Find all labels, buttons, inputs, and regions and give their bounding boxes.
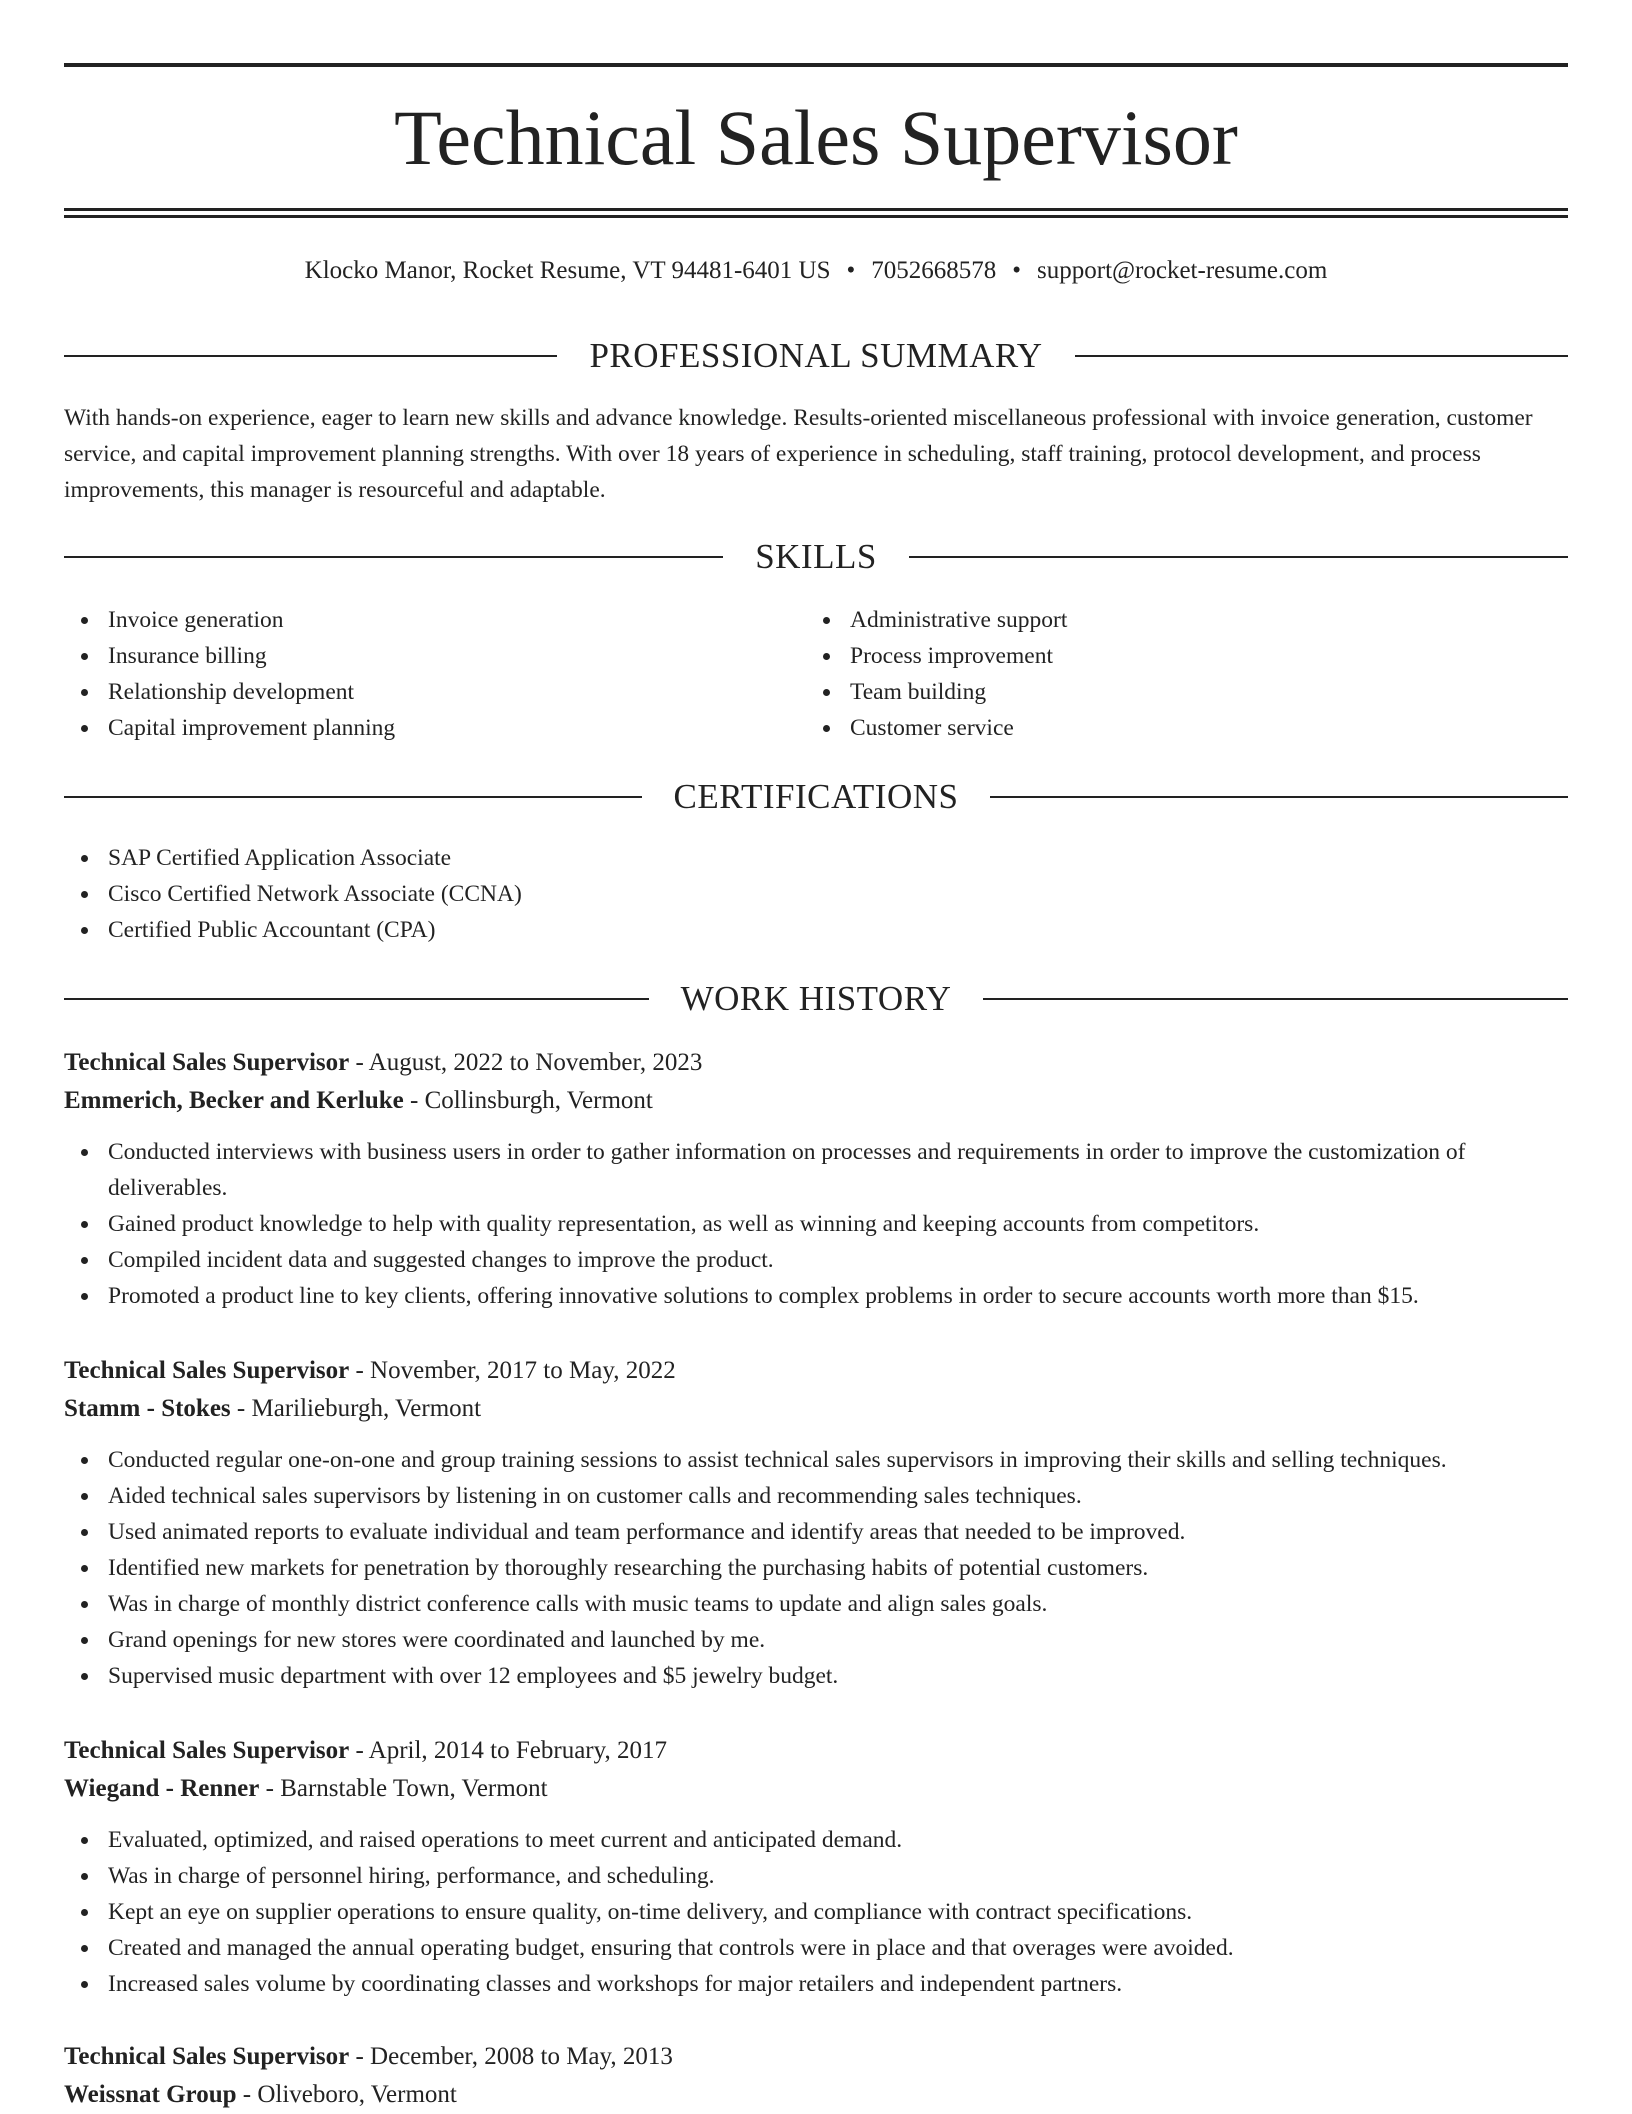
job-company: Weissnat Group xyxy=(64,2081,237,2108)
job-bullet: Identified new markets for penetration by thoroughly researching the purchasing habits of potential customers. xyxy=(64,1550,1568,1586)
skill-item: Insurance billing xyxy=(64,638,764,674)
section-rule xyxy=(983,998,1568,1000)
skill-item: Invoice generation xyxy=(64,602,764,638)
job-bullet: Increased sales volume by coordinating classes and workshops for major retailers and independent partners. xyxy=(64,1966,1568,2002)
certifications-list xyxy=(64,840,1568,948)
job-bullets xyxy=(64,1134,1568,1314)
resume-name: Technical Sales Supervisor xyxy=(394,94,1238,181)
certification-item: Cisco Certified Network Associate (CCNA) xyxy=(64,876,1568,912)
job-bullet: Gained product knowledge to help with quality representation, as well as winning and keeping accounts from competitors. xyxy=(64,1206,1568,1242)
job-bullet: Promoted a product line to key clients, offering innovative solutions to complex problems in order to secure accounts worth more than $15. xyxy=(64,1278,1568,1314)
job-dates: - November, 2017 to May, 2022 xyxy=(349,1357,676,1384)
work-history-section-header xyxy=(64,977,1568,1021)
job-bullet: Grand openings for new stores were coordinated and launched by me. xyxy=(64,1622,1568,1658)
job-dates: - August, 2022 to November, 2023 xyxy=(349,1049,703,1076)
job-bullet: Compiled incident data and suggested changes to improve the product. xyxy=(64,1242,1568,1278)
job-company: Wiegand - Renner xyxy=(64,1775,260,1802)
section-rule xyxy=(64,796,642,798)
job-title: Technical Sales Supervisor xyxy=(64,1737,350,1764)
skill-item: Capital improvement planning xyxy=(64,710,764,746)
section-rule xyxy=(64,556,723,558)
job-title-line xyxy=(64,1732,1568,1770)
job-bullet: Used animated reports to evaluate individual and team performance and identify areas that needed to be improved. xyxy=(64,1514,1568,1550)
job-title-line xyxy=(64,1352,1568,1390)
section-rule xyxy=(64,998,649,1000)
job-company-line xyxy=(64,1770,1568,1808)
section-rule xyxy=(909,556,1568,558)
summary-section-header xyxy=(64,334,1568,378)
skills-list-left xyxy=(64,602,764,746)
job-location: - Oliveboro, Vermont xyxy=(236,2081,457,2108)
summary-section-title: PROFESSIONAL SUMMARY xyxy=(589,336,1043,375)
top-divider xyxy=(64,63,1568,67)
job-company-line xyxy=(64,1390,1568,1428)
certification-item: Certified Public Accountant (CPA) xyxy=(64,912,1568,948)
job-title: Technical Sales Supervisor xyxy=(64,2043,350,2070)
job-company: Stamm - Stokes xyxy=(64,1395,231,1422)
skill-item: Customer service xyxy=(806,710,1506,746)
section-rule xyxy=(990,796,1568,798)
contact-line xyxy=(64,253,1568,289)
job-bullet: Created and managed the annual operating budget, ensuring that controls were in place and that overages were avoided. xyxy=(64,1930,1568,1966)
contact-separator: • xyxy=(1012,257,1022,284)
job-title-line xyxy=(64,2038,1568,2076)
job-company-line xyxy=(64,1082,1568,1120)
skill-item: Team building xyxy=(806,674,1506,710)
job-bullet: Was in charge of monthly district conference calls with music teams to update and align sales goals. xyxy=(64,1586,1568,1622)
certifications-section-header xyxy=(64,775,1568,819)
name-divider-lower xyxy=(64,215,1568,218)
contact-phone: 7052668578 xyxy=(871,257,997,284)
job-dates: - April, 2014 to February, 2017 xyxy=(349,1737,668,1764)
section-rule xyxy=(64,355,557,357)
name-divider-upper xyxy=(64,208,1568,211)
job-bullets xyxy=(64,1822,1568,2002)
job-title: Technical Sales Supervisor xyxy=(64,1049,350,1076)
job-dates: - December, 2008 to May, 2013 xyxy=(349,2043,673,2070)
section-rule xyxy=(1075,355,1568,357)
skill-item: Relationship development xyxy=(64,674,764,710)
contact-email: support@rocket-resume.com xyxy=(1037,257,1328,284)
summary-text: With hands-on experience, eager to learn new skills and advance knowledge. Results-oriented miscellaneous professional with invoice generation, customer service, and capital improvement planning strengths. With over 18 years of experience in scheduling, staff training, protocol development, and process improvements, this manager is resourceful and adaptable. xyxy=(64,405,1533,503)
skills-section-title: SKILLS xyxy=(755,537,877,576)
job-location: - Collinsburgh, Vermont xyxy=(403,1087,653,1114)
skills-list-right xyxy=(806,602,1506,746)
job-bullets xyxy=(64,1442,1568,1694)
job-company-line xyxy=(64,2076,1568,2114)
job-bullet: Evaluated, optimized, and raised operations to meet current and anticipated demand. xyxy=(64,1822,1568,1858)
job-entry xyxy=(64,1732,1568,2002)
skill-item: Process improvement xyxy=(806,638,1506,674)
job-location: - Barnstable Town, Vermont xyxy=(259,1775,548,1802)
job-entry xyxy=(64,2038,1568,2114)
job-company: Emmerich, Becker and Kerluke xyxy=(64,1087,404,1114)
certifications-section-title: CERTIFICATIONS xyxy=(673,777,959,816)
work-history-section-title: WORK HISTORY xyxy=(680,979,952,1018)
skill-item: Administrative support xyxy=(806,602,1506,638)
job-entry xyxy=(64,1352,1568,1694)
job-title: Technical Sales Supervisor xyxy=(64,1357,350,1384)
job-bullet: Was in charge of personnel hiring, performance, and scheduling. xyxy=(64,1858,1568,1894)
job-bullet: Conducted regular one-on-one and group training sessions to assist technical sales supervisors in improving their skills and selling techniques. xyxy=(64,1442,1568,1478)
job-entry xyxy=(64,1044,1568,1314)
certification-item: SAP Certified Application Associate xyxy=(64,840,1568,876)
job-bullet: Supervised music department with over 12 employees and $5 jewelry budget. xyxy=(64,1658,1568,1694)
job-bullet: Kept an eye on supplier operations to ensure quality, on-time delivery, and compliance with contract specifications. xyxy=(64,1894,1568,1930)
contact-separator: • xyxy=(846,257,856,284)
job-bullet: Aided technical sales supervisors by listening in on customer calls and recommending sales techniques. xyxy=(64,1478,1568,1514)
job-title-line xyxy=(64,1044,1568,1082)
skills-section-header xyxy=(64,535,1568,579)
contact-address: Klocko Manor, Rocket Resume, VT 94481-6401 US xyxy=(304,257,831,284)
job-bullet: Conducted interviews with business users in order to gather information on processes and requirements in order to improve the customization of deliverables. xyxy=(64,1134,1568,1206)
job-location: - Marilieburgh, Vermont xyxy=(230,1395,482,1422)
